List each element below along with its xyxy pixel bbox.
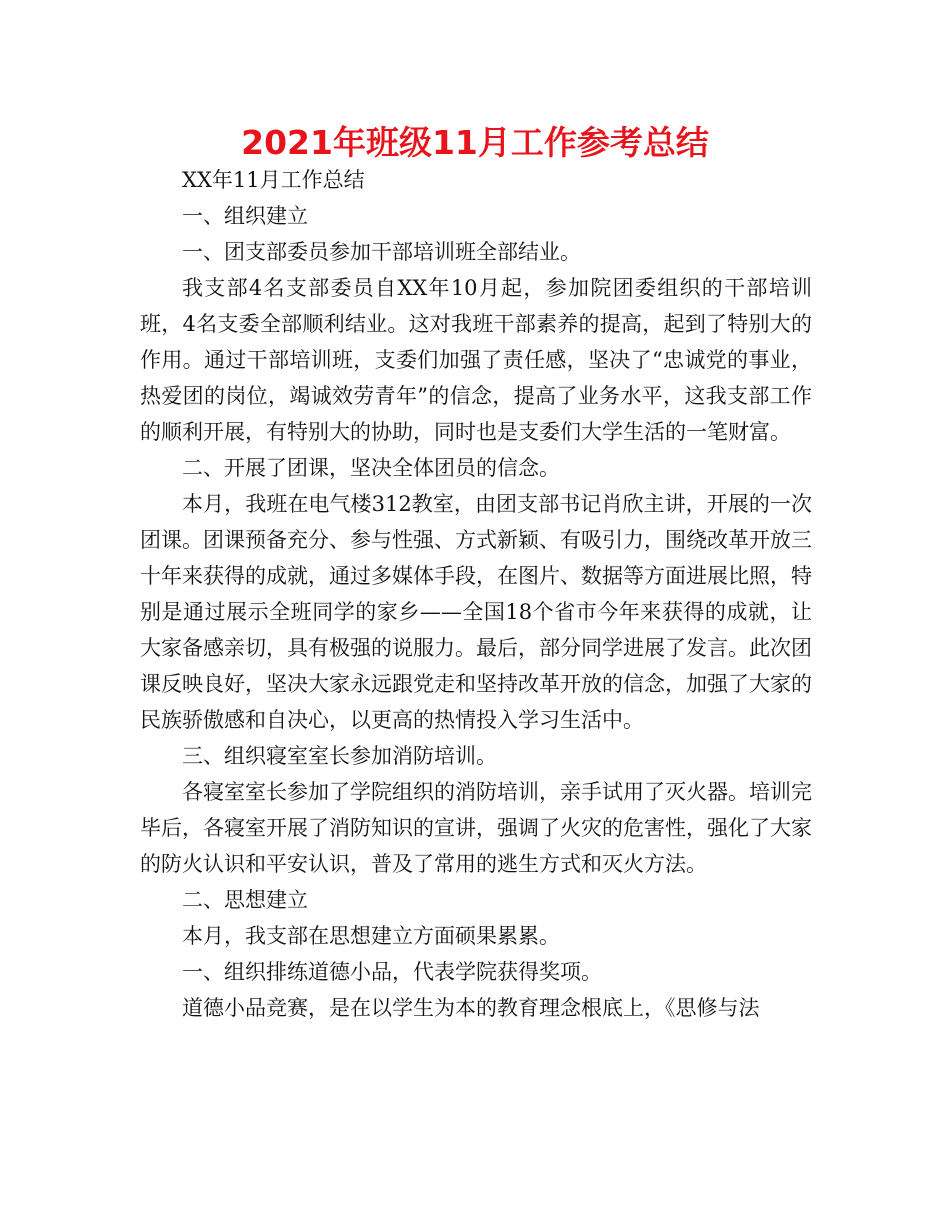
subsection-heading: 一、组织排练道德小品，代表学院获得奖项。	[182, 960, 602, 984]
paragraph-heading: XX年11月工作总结	[182, 168, 365, 192]
subsection-heading: 三、组织寝室室长参加消防培训。	[182, 744, 497, 768]
paragraph: 各寝室室长参加了学院组织的消防培训，亲手试用了灭火器。培训完毕后，各寝室开展了消防知识的宣讲，强调了火灾的危害性，强化了大家的防火认识和平安认识，普及了常用的逃生方式和灭火方法。	[140, 780, 812, 876]
section-heading-ideology: 二、思想建立	[182, 888, 308, 912]
paragraph: 我支部4名支部委员自XX年10月起，参加院团委组织的干部培训班，4名支委全部顺利结业。这对我班干部素养的提高，起到了特别大的作用。通过干部培训班，支委们加强了责任感，坚决了“忠诚党的事业，热爱团的岗位，竭诚效劳青年”的信念，提高了业务水平，这我支部工作的顺利开展，有特别大的协助，同时也是支委们大学生活的一笔财富。	[140, 276, 812, 444]
subsection-heading: 一、团支部委员参加干部培训班全部结业。	[182, 240, 581, 264]
subsection-heading: 二、开展了团课，坚决全体团员的信念。	[182, 456, 560, 480]
document-title: 2021年班级11月工作参考总结	[241, 123, 709, 162]
paragraph: 道德小品竞赛，是在以学生为本的教育理念根底上，《思修与法	[182, 996, 760, 1020]
paragraph: 本月，我班在电气楼312教室，由团支部书记肖欣主讲，开展的一次团课。团课预备充分、参与性强、方式新颖、有吸引力，围绕改革开放三十年来获得的成就，通过多媒体手段，在图片、数据等方面进展比照，特别是通过展示全班同学的家乡——全国18个省市今年来获得的成就，让大家备感亲切，具有极强的说服力。最后，部分同学进展了发言。此次团课反映良好，坚决大家永远跟党走和坚持改革开放的信念，加强了大家的民族骄傲感和自决心，以更高的热情投入学习生活中。	[140, 492, 812, 732]
paragraph: 本月，我支部在思想建立方面硕果累累。	[182, 924, 560, 948]
document-body	[140, 162, 812, 1026]
section-heading-organization: 一、组织建立	[182, 204, 308, 228]
